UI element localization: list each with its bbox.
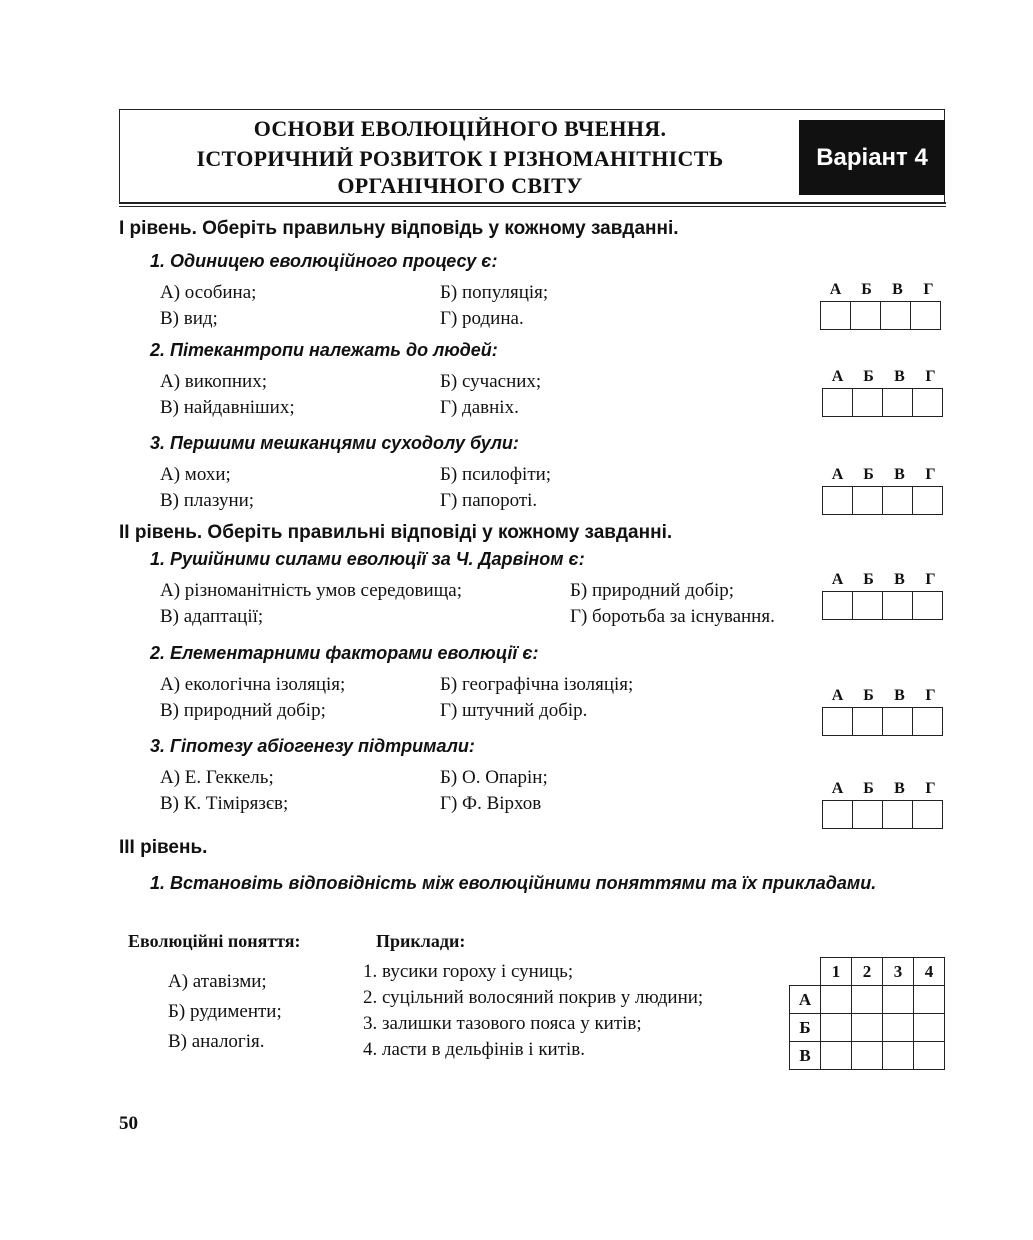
column-header: 1 [821, 958, 852, 986]
match-cell[interactable] [914, 1014, 945, 1042]
example-item: 1. вусики гороху і суниць; [363, 961, 574, 982]
concept-item: А) атавізми; [168, 971, 267, 992]
answer-cell[interactable] [852, 486, 883, 515]
answer-cell[interactable] [852, 800, 883, 829]
answer-cell[interactable] [852, 591, 883, 620]
col-letter: Г [925, 571, 936, 588]
concept-item: В) аналогія. [168, 1031, 265, 1052]
l1-q3-option-b: Б) псилофіти; [440, 464, 552, 485]
col-letter: В [894, 466, 905, 483]
answer-cell[interactable] [912, 486, 943, 515]
l2-q3-option-a: А) Е. Геккель; [160, 767, 274, 788]
answer-cell[interactable] [882, 591, 913, 620]
column-header: 2 [852, 958, 883, 986]
l2-q2-option-c: В) природний добір; [160, 700, 326, 721]
match-cell[interactable] [883, 1014, 914, 1042]
concepts-heading: Еволюційні поняття: [128, 931, 301, 951]
level-2-heading: ІІ рівень. Оберіть правильні відповіді у кожному завданні. [119, 522, 673, 543]
answer-cell[interactable] [850, 301, 881, 330]
answer-cell[interactable] [882, 486, 913, 515]
answer-cell[interactable] [822, 591, 853, 620]
col-letter: Б [863, 571, 874, 588]
l2-q2-option-a: А) екологічна ізоляція; [160, 674, 346, 695]
example-item: 2. суцільний волосяний покрив у людини; [363, 987, 704, 1008]
title-line-1: ОСНОВИ ЕВОЛЮЦІЙНОГО ВЧЕННЯ. [253, 116, 667, 141]
level-1-heading: І рівень. Оберіть правильну відповідь у кожному завданні. [119, 218, 679, 239]
col-letter: Б [861, 281, 872, 298]
row-header: Б [790, 1014, 821, 1042]
l1-q2-text: 2. Пітекантропи належать до людей: [150, 340, 498, 360]
l1-q3-option-a: А) мохи; [160, 464, 231, 485]
title-underline [119, 202, 946, 207]
l1-q3-text: 3. Першими мешканцями суходолу були: [150, 433, 519, 453]
page-number: 50 [119, 1113, 138, 1134]
answer-cell[interactable] [912, 707, 943, 736]
col-letter: А [831, 780, 844, 797]
answer-cell[interactable] [912, 591, 943, 620]
answer-cell[interactable] [822, 707, 853, 736]
answer-cell[interactable] [822, 486, 853, 515]
match-cell[interactable] [821, 1014, 852, 1042]
l2-q1-option-b: Б) природний добір; [570, 580, 735, 601]
answer-cell[interactable] [912, 388, 943, 417]
match-cell[interactable] [852, 1042, 883, 1070]
l2-q2-text: 2. Елементарними факторами еволюції є: [150, 643, 539, 663]
match-cell[interactable] [821, 986, 852, 1014]
level-3-heading: ІІІ рівень. [119, 837, 208, 858]
match-cell[interactable] [852, 1014, 883, 1042]
answer-cell[interactable] [912, 800, 943, 829]
examples-heading: Приклади: [376, 931, 466, 951]
l1-q1-text: 1. Одиницею еволюційного процесу є: [150, 251, 498, 271]
l1-q1-option-a: А) особина; [160, 282, 257, 303]
col-letter: В [894, 780, 905, 797]
l1-q1-option-d: Г) родина. [440, 308, 524, 329]
col-letter: В [894, 368, 905, 385]
l2-q1-text: 1. Рушійними силами еволюції за Ч. Дарвіном є: [150, 549, 585, 569]
answer-cell[interactable] [852, 388, 883, 417]
answer-cell[interactable] [882, 388, 913, 417]
l1-q2-option-b: Б) сучасних; [440, 371, 542, 392]
matching-table [789, 957, 945, 1070]
answer-cell[interactable] [852, 707, 883, 736]
column-header: 3 [883, 958, 914, 986]
answer-cell[interactable] [822, 388, 853, 417]
match-cell[interactable] [852, 986, 883, 1014]
l2-q2-option-b: Б) географічна ізоляція; [440, 674, 634, 695]
answer-cell[interactable] [822, 800, 853, 829]
title-line-3: ОРГАНІЧНОГО СВІТУ [337, 173, 583, 198]
col-letter: Б [863, 780, 874, 797]
example-item: 3. залишки тазового пояса у китів; [363, 1013, 642, 1034]
l1-q3-option-d: Г) папороті. [440, 490, 538, 511]
variant-badge: Варіант 4 [799, 120, 945, 195]
l2-q2-option-d: Г) штучний добір. [440, 700, 588, 721]
col-letter: Г [925, 368, 936, 385]
l2-q1-option-d: Г) боротьба за існування. [570, 606, 775, 627]
l2-q3-option-d: Г) Ф. Вірхов [440, 793, 542, 814]
col-letter: В [892, 281, 903, 298]
col-letter: А [831, 571, 844, 588]
l1-q2-option-c: В) найдавніших; [160, 397, 295, 418]
l1-q1-option-b: Б) популяція; [440, 282, 549, 303]
l2-q3-option-b: Б) О. Опарін; [440, 767, 548, 788]
col-letter: А [831, 687, 844, 704]
col-letter: А [831, 368, 844, 385]
match-cell[interactable] [914, 1042, 945, 1070]
title-line-2: ІСТОРИЧНИЙ РОЗВИТОК І РІЗНОМАНІТНІСТЬ [196, 146, 724, 171]
l2-q3-text: 3. Гіпотезу абіогенезу підтримали: [150, 736, 475, 756]
l3-q1-text: 1. Встановіть відповідність між еволюційними поняттями та їх прикладами. [150, 873, 877, 893]
answer-cell[interactable] [882, 707, 913, 736]
match-cell[interactable] [883, 1042, 914, 1070]
l2-q1-option-c: В) адаптації; [160, 606, 264, 627]
answer-cell[interactable] [882, 800, 913, 829]
row-header: В [790, 1042, 821, 1070]
col-letter: В [894, 687, 905, 704]
l1-q3-option-c: В) плазуни; [160, 490, 255, 511]
match-cell[interactable] [883, 986, 914, 1014]
col-letter: А [829, 281, 842, 298]
l1-q2-option-d: Г) давніх. [440, 397, 519, 418]
match-cell[interactable] [914, 986, 945, 1014]
answer-cell[interactable] [820, 301, 851, 330]
col-letter: Г [923, 281, 934, 298]
col-letter: Г [925, 687, 936, 704]
l1-q2-option-a: А) викопних; [160, 371, 267, 392]
col-letter: Б [863, 466, 874, 483]
col-letter: А [831, 466, 844, 483]
column-header: 4 [914, 958, 945, 986]
col-letter: В [894, 571, 905, 588]
concept-item: Б) рудименти; [168, 1001, 282, 1022]
l2-q1-option-a: А) різноманітність умов середовища; [160, 580, 462, 601]
match-cell[interactable] [821, 1042, 852, 1070]
example-item: 4. ласти в дельфінів і китів. [363, 1039, 586, 1060]
l2-q3-option-c: В) К. Тімірязєв; [160, 793, 289, 814]
row-header: А [790, 986, 821, 1014]
col-letter: Г [925, 780, 936, 797]
answer-cell[interactable] [910, 301, 941, 330]
col-letter: Г [925, 466, 936, 483]
table-corner [790, 958, 821, 986]
answer-cell[interactable] [880, 301, 911, 330]
col-letter: Б [863, 687, 874, 704]
l1-q1-option-c: В) вид; [160, 308, 218, 329]
col-letter: Б [863, 368, 874, 385]
